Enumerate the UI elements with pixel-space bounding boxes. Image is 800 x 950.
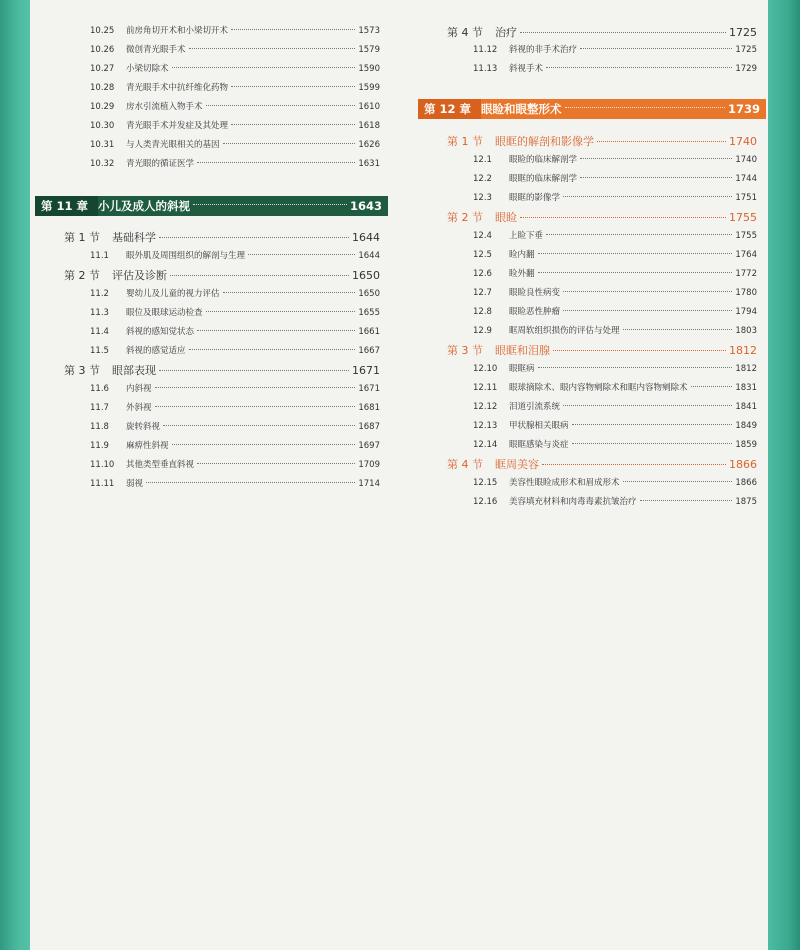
toc-item[interactable]: 11.3 眼位及眼球运动检查 1655 [90, 308, 380, 318]
toc-item[interactable]: 12.16 美容填充材料和肉毒毒素抗皱治疗 1875 [473, 497, 757, 507]
section-heading[interactable]: 第 4 节 眶周美容 1866 [447, 458, 757, 471]
toc-item[interactable]: 11.9 麻痹性斜视 1697 [90, 441, 380, 451]
chapter-number: 第 11 章 [35, 196, 98, 216]
toc-item[interactable]: 12.8 眼睑恶性肿瘤 1794 [473, 307, 757, 317]
section-heading[interactable]: 第 1 节 眼眶的解剖和影像学 1740 [447, 135, 757, 148]
section-heading[interactable]: 第 4 节 治疗 1725 [447, 26, 757, 39]
toc-item[interactable]: 11.2 婴幼儿及儿童的视力评估 1650 [90, 289, 380, 299]
section-heading[interactable]: 第 1 节 基础科学 1644 [64, 231, 380, 244]
toc-item[interactable]: 10.32 青光眼的循证医学 1631 [90, 159, 380, 169]
book-edge-left [0, 0, 30, 950]
toc-item[interactable]: 11.8 旋转斜视 1687 [90, 422, 380, 432]
toc-item[interactable]: 12.2 眼眶的临床解剖学 1744 [473, 174, 757, 184]
toc-item[interactable]: 10.31 与人类青光眼相关的基因 1626 [90, 140, 380, 150]
toc-item[interactable]: 11.13 斜视手术 1729 [473, 64, 757, 74]
chapter-title: 小儿及成人的斜视 [98, 199, 191, 213]
toc-item[interactable]: 12.9 眶周软组织损伤的评估与处理 1803 [473, 326, 757, 336]
toc-item[interactable]: 11.12 斜视的非手术治疗 1725 [473, 45, 757, 55]
chapter-header[interactable] [418, 99, 766, 119]
toc-item[interactable]: 12.14 眼眶感染与炎症 1859 [473, 440, 757, 450]
toc-item[interactable]: 12.3 眼眶的影像学 1751 [473, 193, 757, 203]
toc-item[interactable]: 11.4 斜视的感知觉状态 1661 [90, 327, 380, 337]
toc-item[interactable]: 11.5 斜视的感觉适应 1667 [90, 346, 380, 356]
toc-item[interactable]: 12.5 睑内翻 1764 [473, 250, 757, 260]
toc-item[interactable]: 12.1 眼睑的临床解剖学 1740 [473, 155, 757, 165]
toc-item[interactable]: 11.7 外斜视 1681 [90, 403, 380, 413]
toc-item[interactable]: 12.6 睑外翻 1772 [473, 269, 757, 279]
section-heading[interactable]: 第 3 节 眼眶和泪腺 1812 [447, 344, 757, 357]
toc-item[interactable]: 10.30 青光眼手术并发症及其处理 1618 [90, 121, 380, 131]
chapter-title: 眼睑和眼整形术 [481, 102, 562, 116]
chapter-page: 1739 [727, 102, 760, 116]
toc-item[interactable]: 10.26 微创青光眼手术 1579 [90, 45, 380, 55]
toc-item[interactable]: 11.6 内斜视 1671 [90, 384, 380, 394]
toc-item[interactable]: 11.10 其他类型垂直斜视 1709 [90, 460, 380, 470]
chapter-header[interactable] [35, 196, 388, 216]
toc-item[interactable]: 11.11 弱视 1714 [90, 479, 380, 489]
chapter-number: 第 12 章 [418, 99, 481, 119]
toc-item[interactable]: 12.11 眼球摘除术、眼内容物剜除术和眶内容物剜除术 1831 [473, 383, 757, 393]
section-heading[interactable]: 第 3 节 眼部表现 1671 [64, 364, 380, 377]
toc-item[interactable]: 12.4 上睑下垂 1755 [473, 231, 757, 241]
section-heading[interactable]: 第 2 节 评估及诊断 1650 [64, 269, 380, 282]
toc-item[interactable]: 10.27 小梁切除术 1590 [90, 64, 380, 74]
chapter-page: 1643 [349, 199, 382, 213]
toc-item[interactable]: 10.25 前房角切开术和小梁切开术 1573 [90, 26, 380, 36]
toc-item[interactable]: 12.15 美容性眼睑成形术和眉成形术 1866 [473, 478, 757, 488]
toc-item[interactable]: 10.28 青光眼手术中抗纤维化药物 1599 [90, 83, 380, 93]
toc-item[interactable]: 12.7 眼睑良性病变 1780 [473, 288, 757, 298]
toc-item[interactable]: 12.10 眼眶病 1812 [473, 364, 757, 374]
toc-item[interactable]: 12.13 甲状腺相关眼病 1849 [473, 421, 757, 431]
toc-item[interactable]: 12.12 泪道引流系统 1841 [473, 402, 757, 412]
toc-item[interactable]: 11.1 眼外肌及周围组织的解剖与生理 1644 [90, 251, 380, 261]
section-heading[interactable]: 第 2 节 眼睑 1755 [447, 211, 757, 224]
toc-item[interactable]: 10.29 房水引流植入物手术 1610 [90, 102, 380, 112]
